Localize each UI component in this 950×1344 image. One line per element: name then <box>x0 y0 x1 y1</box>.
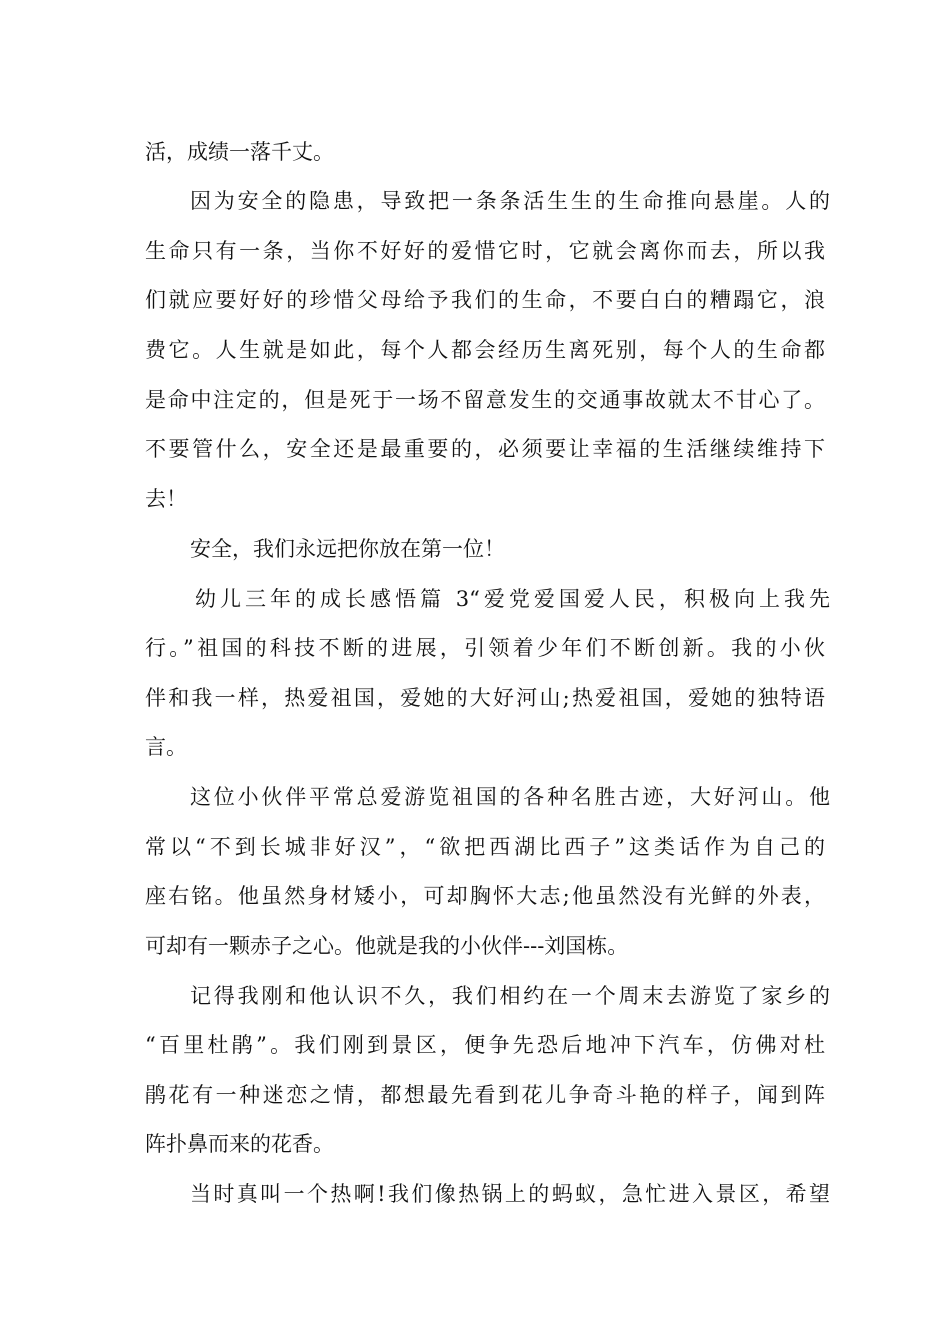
text-line: 生命只有一条，当你不好好的爱惜它时，它就会离你而去，所以我 <box>145 239 825 263</box>
text-line: “百里杜鹃”。我们刚到景区，便争先恐后地冲下汽车，仿佛对杜 <box>145 1033 825 1057</box>
text-line: 幼儿三年的成长感悟篇 3“爱党爱国爱人民，积极向上我先 <box>195 587 830 611</box>
text-line: 记得我刚和他认识不久，我们相约在一个周末去游览了家乡的 <box>190 984 830 1008</box>
text-line: 费它。人生就是如此，每个人都会经历生离死别，每个人的生命都 <box>145 338 825 362</box>
text-line: 鹃花有一种迷恋之情，都想最先看到花儿争奇斗艳的样子，闻到阵 <box>145 1083 825 1107</box>
text-line: 阵扑鼻而来的花香。 <box>145 1132 334 1156</box>
text-line: 常以“不到长城非好汉”，“欲把西湖比西子”这类话作为自己的 <box>145 835 825 859</box>
text-line: 座右铭。他虽然身材矮小，可却胸怀大志;他虽然没有光鲜的外表， <box>145 884 825 908</box>
text-line: 安全，我们永远把你放在第一位！ <box>190 537 505 561</box>
text-line: 是命中注定的，但是死于一场不留意发生的交通事故就太不甘心了。 <box>145 388 825 412</box>
text-line: 们就应要好好的珍惜父母给予我们的生命，不要白白的糟蹋它，浪 <box>145 288 825 312</box>
text-line: 去！ <box>145 487 187 511</box>
text-line: 行。”祖国的科技不断的进展，引领着少年们不断创新。我的小伙 <box>145 636 825 660</box>
text-line: 言。 <box>145 735 187 759</box>
text-line: 当时真叫一个热啊!我们像热锅上的蚂蚁，急忙进入景区，希望 <box>190 1182 830 1206</box>
text-line: 不要管什么，安全还是最重要的，必须要让幸福的生活继续维持下 <box>145 437 825 461</box>
text-line: 可却有一颗赤子之心。他就是我的小伙伴---刘国栋。 <box>145 934 629 958</box>
text-line: 活，成绩一落千丈。 <box>145 140 334 164</box>
text-line: 因为安全的隐患，导致把一条条活生生的生命推向悬崖。人的 <box>190 189 830 213</box>
text-line: 这位小伙伴平常总爱游览祖国的各种名胜古迹，大好河山。他 <box>190 785 830 809</box>
text-line: 伴和我一样，热爱祖国，爱她的大好河山;热爱祖国，爱她的独特语 <box>145 686 825 710</box>
